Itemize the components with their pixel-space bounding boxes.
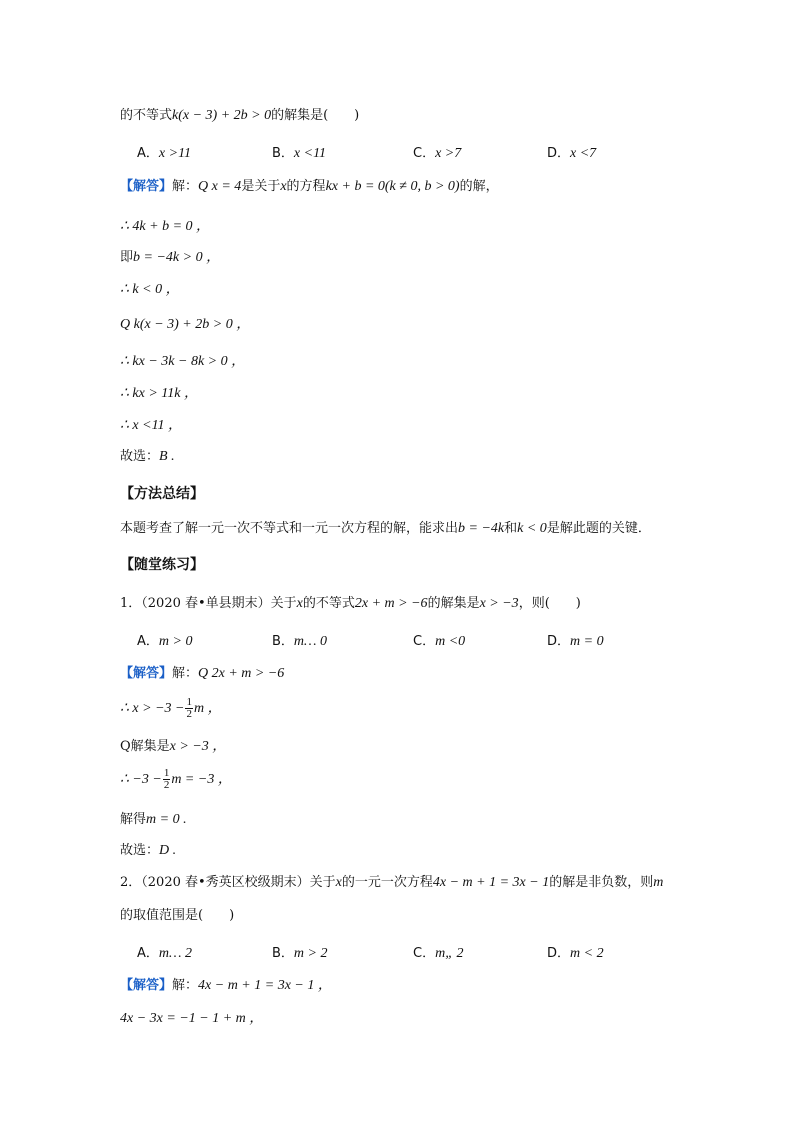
- answer-line: [120, 697, 222, 721]
- option-c: [413, 945, 463, 963]
- fraction: [163, 768, 171, 791]
- answer-line: [120, 738, 226, 756]
- option-b: [272, 633, 327, 651]
- answer-tag: 【解答】: [120, 179, 173, 194]
- text: Q解集是: [120, 739, 170, 754]
- math: 4x − m + 1 = 3x − 1 ，: [198, 978, 332, 993]
- answer-line: ∴ 4k + b = 0 ，: [120, 219, 211, 234]
- answer-line: [120, 768, 232, 792]
- inequality: k(x − 3) + 2b > 0: [172, 108, 272, 123]
- answer-tag: 【解答】: [120, 666, 173, 681]
- text: 解：: [172, 978, 199, 993]
- answer-line: [120, 842, 176, 860]
- denominator: 2: [163, 779, 170, 791]
- text: 的一元一次方程: [341, 875, 433, 890]
- option-label: D．: [547, 946, 571, 961]
- question-2-stem: [120, 595, 581, 613]
- text: 解得: [120, 812, 147, 827]
- option-value: x >11: [158, 146, 192, 161]
- text: 解：: [172, 666, 199, 681]
- text: 的不等式: [302, 596, 355, 611]
- option-value: m… 2: [158, 946, 192, 961]
- answer-head: [120, 977, 332, 995]
- text: 的解，: [459, 179, 499, 194]
- option-label: C．: [413, 946, 436, 961]
- option-c: [413, 145, 461, 163]
- fraction: [185, 697, 193, 720]
- option-label: D．: [547, 146, 571, 161]
- option-label: B．: [272, 946, 294, 961]
- text: 本题考查了解一元一次不等式和一元一次方程的解，能求出: [120, 521, 459, 536]
- option-a: [137, 945, 192, 963]
- math: D .: [159, 843, 177, 858]
- practice-title: 【随堂练习】: [120, 557, 204, 573]
- answer-line: [120, 249, 220, 267]
- option-label: D．: [547, 634, 571, 649]
- answer-tag: 【解答】: [120, 978, 173, 993]
- option-label: B．: [272, 146, 294, 161]
- option-label: A．: [137, 946, 159, 961]
- math: b = −4k: [458, 521, 505, 536]
- method-text: [120, 520, 651, 538]
- answer-line: ∴ x <11 ，: [120, 418, 183, 433]
- math: kx + b = 0(k ≠ 0, b > 0): [325, 179, 460, 194]
- option-value: m… 0: [293, 634, 327, 649]
- option-label: C．: [413, 634, 436, 649]
- option-value: m > 2: [293, 946, 328, 961]
- math: m = 0 .: [146, 812, 187, 827]
- option-label: A．: [137, 634, 159, 649]
- text: ，则( ): [518, 596, 581, 611]
- math: x: [280, 179, 287, 194]
- text: 和: [504, 521, 518, 536]
- math: m = −3 ，: [171, 772, 232, 787]
- math: B .: [159, 449, 175, 464]
- math: 2x + m > −6: [354, 596, 428, 611]
- text: 是关于: [241, 179, 281, 194]
- math: x: [335, 875, 342, 890]
- math: m ，: [193, 701, 222, 716]
- math: x: [296, 596, 303, 611]
- answer-line: ∴ kx > 11k ，: [120, 386, 198, 401]
- math: m: [653, 875, 664, 890]
- math: x > −3: [479, 596, 519, 611]
- math: ∴ −3 −: [120, 772, 162, 787]
- answer-line: Q k(x − 3) + 2b > 0 ，: [120, 317, 251, 332]
- option-c: [413, 633, 465, 651]
- option-value: x <11: [293, 146, 327, 161]
- math: 4x − m + 1 = 3x − 1: [432, 875, 550, 890]
- math: ∴ x > −3 −: [120, 701, 185, 716]
- text: 是解此题的关键．: [546, 521, 651, 536]
- text: 的不等式: [120, 108, 173, 123]
- option-d: [547, 633, 604, 651]
- option-value: m <0: [435, 634, 466, 649]
- answer-line: [120, 811, 187, 829]
- answer-line: ∴ kx − 3k − 8k > 0 ，: [120, 354, 246, 369]
- math: Q 2x + m > −6: [198, 666, 285, 681]
- answer-head: [120, 178, 499, 196]
- option-value: m < 2: [570, 946, 604, 961]
- option-label: A．: [137, 146, 159, 161]
- text: 的解是非负数，则: [549, 875, 654, 890]
- math: b = −4k > 0 ，: [133, 250, 221, 265]
- text: 即: [120, 250, 134, 265]
- text: 的方程: [286, 179, 326, 194]
- option-value: x >7: [435, 146, 462, 161]
- text: 的解集是: [427, 596, 480, 611]
- question-3-stem: [120, 874, 663, 892]
- option-b: [272, 945, 327, 963]
- answer-line: [120, 448, 175, 466]
- text: 解：: [172, 179, 199, 194]
- option-d: [547, 945, 604, 963]
- math: Q x = 4: [198, 179, 242, 194]
- option-label: C．: [413, 146, 436, 161]
- answer-line: ∴ k < 0 ，: [120, 282, 180, 297]
- option-value: x <7: [570, 146, 597, 161]
- answer-line: 4x − 3x = −1 − 1 + m ，: [120, 1011, 264, 1026]
- option-a: [137, 145, 191, 163]
- denominator: 2: [186, 708, 192, 720]
- option-b: [272, 145, 326, 163]
- text: 故选：: [120, 449, 160, 464]
- text: 故选：: [120, 843, 160, 858]
- text: 1．（2020 春•单县期末）关于: [120, 596, 297, 611]
- option-value: m > 0: [158, 634, 193, 649]
- math: x > −3 ，: [169, 739, 227, 754]
- option-label: B．: [272, 634, 294, 649]
- numerator: 1: [163, 767, 170, 779]
- numerator: 1: [186, 696, 192, 708]
- option-d: [547, 145, 596, 163]
- question-continuation: [120, 107, 359, 125]
- option-value: m„ 2: [435, 946, 464, 961]
- method-title: 【方法总结】: [120, 486, 204, 502]
- question-3-stem-line2: 的取值范围是( ): [120, 908, 235, 923]
- text: 的解集是( ): [271, 108, 360, 123]
- text: 2．（2020 春•秀英区校级期末）关于: [120, 875, 336, 890]
- option-value: m = 0: [570, 634, 604, 649]
- answer-head: [120, 665, 284, 683]
- option-a: [137, 633, 192, 651]
- math: k < 0: [517, 521, 547, 536]
